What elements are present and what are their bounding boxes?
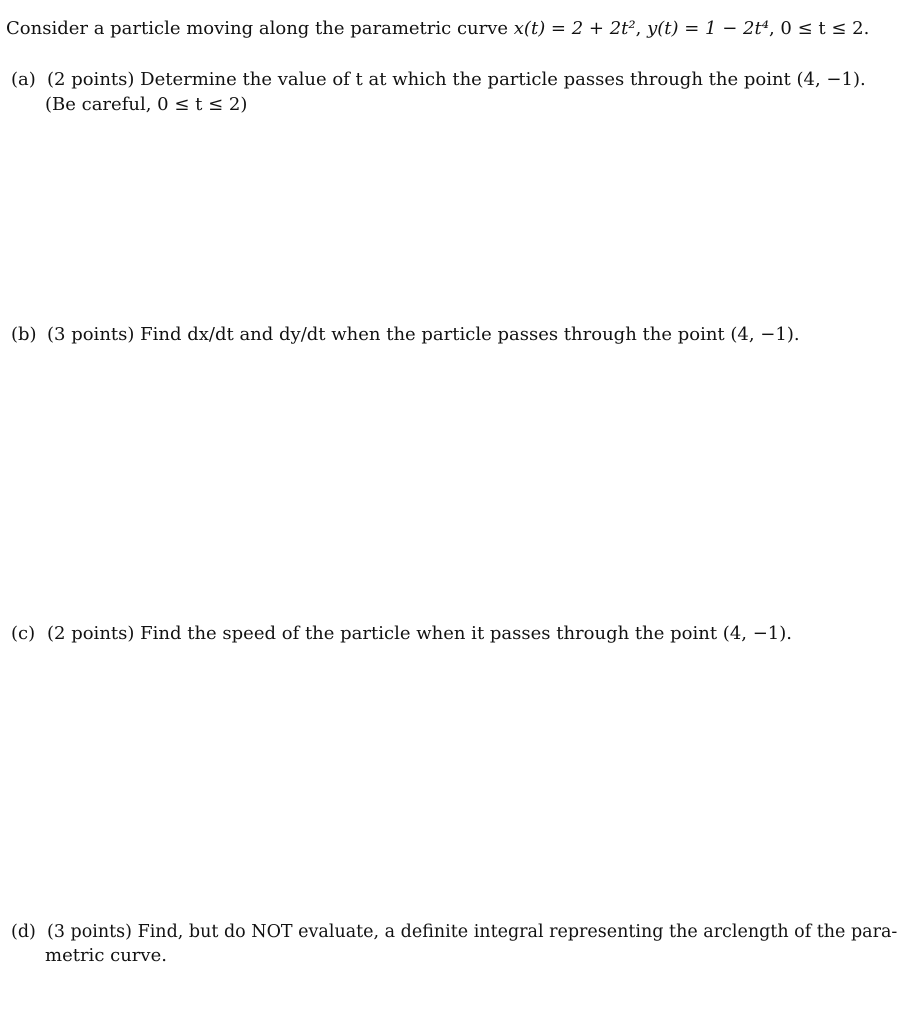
intro-text: Consider a particle moving along the parametric curve	[6, 18, 514, 39]
part-c-points: (2 points)	[47, 623, 135, 644]
part-b	[11, 324, 800, 346]
part-a-label: (a)	[11, 69, 36, 90]
part-d-continuation: metric curve.	[45, 945, 167, 966]
part-b-text: Find dx/dt and dy/dt when the particle passes through the point (4, −1).	[140, 324, 800, 345]
part-c-text: Find the speed of the particle when it passes through the point (4, −1).	[140, 623, 792, 644]
x-equation: x(t) = 2 + 2t²	[513, 18, 636, 39]
y-equation: y(t) = 1 − 2t⁴	[647, 18, 769, 39]
part-d-points: (3 points)	[47, 922, 132, 942]
part-a	[11, 69, 866, 91]
part-a-text: Determine the value of t at which the particle passes through the point (4, −1).	[140, 69, 866, 90]
comma-1: ,	[635, 18, 648, 39]
part-c-label: (c)	[11, 623, 36, 644]
part-d-label: (d)	[11, 922, 36, 942]
problem-intro	[6, 18, 869, 40]
comma-2: ,	[768, 18, 781, 39]
part-a-points: (2 points)	[47, 69, 135, 90]
part-c	[11, 623, 792, 645]
part-b-points: (3 points)	[47, 324, 135, 345]
part-d	[11, 921, 897, 943]
part-d-text: Find, but do NOT evaluate, a definite integral representing the arclength of the para-	[137, 922, 898, 942]
parameter-range: 0 ≤ t ≤ 2.	[780, 18, 870, 39]
part-b-label: (b)	[11, 324, 37, 345]
part-a-continuation: (Be careful, 0 ≤ t ≤ 2)	[45, 94, 248, 115]
